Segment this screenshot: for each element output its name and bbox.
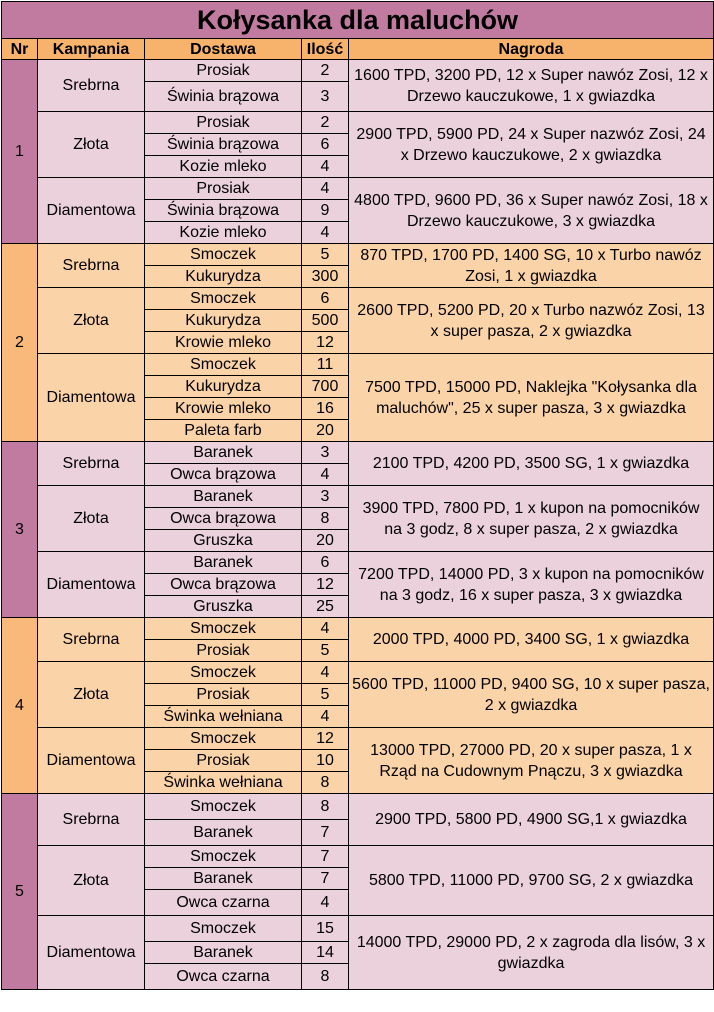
delivery-quantity: 20	[302, 420, 349, 442]
table-title: Kołysanka dla maluchów	[2, 2, 714, 39]
delivery-quantity: 7	[302, 868, 349, 890]
reward-text: 7500 TPD, 15000 PD, Naklejka "Kołysanka dla maluchów", 25 x super pasza, 3 x gwiazdka	[349, 354, 714, 442]
reward-text: 2900 TPD, 5900 PD, 24 x Super nazwóz Zosi, 24 x Drzewo kauczukowe, 2 x gwiazdka	[349, 112, 714, 178]
campaign-name: Diamentowa	[38, 916, 145, 990]
table-row	[2, 794, 714, 820]
delivery-quantity: 6	[302, 134, 349, 156]
reward-text: 14000 TPD, 29000 PD, 2 x zagroda dla lisów, 3 x gwiazdka	[349, 916, 714, 990]
delivery-item: Prosiak	[145, 684, 302, 706]
table-row	[2, 60, 714, 82]
reward-text: 5600 TPD, 11000 PD, 9400 SG, 10 x super pasza, 2 x gwiazdka	[349, 662, 714, 728]
delivery-quantity: 5	[302, 684, 349, 706]
delivery-item: Prosiak	[145, 178, 302, 200]
table-row	[2, 728, 714, 750]
delivery-quantity: 4	[302, 706, 349, 728]
campaign-name: Srebrna	[38, 794, 145, 846]
table-row	[2, 846, 714, 868]
campaign-name: Złota	[38, 112, 145, 178]
delivery-quantity: 14	[302, 942, 349, 964]
delivery-quantity: 4	[302, 178, 349, 200]
delivery-item: Kozie mleko	[145, 222, 302, 244]
delivery-quantity: 7	[302, 820, 349, 846]
delivery-quantity: 4	[302, 662, 349, 684]
delivery-item: Baranek	[145, 442, 302, 464]
delivery-quantity: 12	[302, 574, 349, 596]
delivery-quantity: 12	[302, 332, 349, 354]
delivery-item: Krowie mleko	[145, 398, 302, 420]
delivery-item: Gruszka	[145, 530, 302, 552]
reward-text: 870 TPD, 1700 PD, 1400 SG, 10 x Turbo nawóz Zosi, 1 x gwiazdka	[349, 244, 714, 288]
campaign-name: Srebrna	[38, 618, 145, 662]
delivery-quantity: 3	[302, 82, 349, 112]
delivery-item: Paleta farb	[145, 420, 302, 442]
reward-text: 13000 TPD, 27000 PD, 20 x super pasza, 1 x Rząd na Cudownym Pnączu, 3 x gwiazdka	[349, 728, 714, 794]
delivery-item: Owca czarna	[145, 964, 302, 990]
delivery-item: Baranek	[145, 552, 302, 574]
delivery-quantity: 9	[302, 200, 349, 222]
delivery-item: Smoczek	[145, 662, 302, 684]
delivery-item: Baranek	[145, 942, 302, 964]
delivery-item: Prosiak	[145, 750, 302, 772]
delivery-quantity: 4	[302, 156, 349, 178]
group-number: 3	[2, 442, 38, 618]
delivery-item: Smoczek	[145, 846, 302, 868]
delivery-quantity: 6	[302, 552, 349, 574]
reward-text: 2600 TPD, 5200 PD, 20 x Turbo nazwóz Zosi, 13 x super pasza, 2 x gwiazdka	[349, 288, 714, 354]
campaign-name: Srebrna	[38, 60, 145, 112]
reward-text: 1600 TPD, 3200 PD, 12 x Super nawóz Zosi, 12 x Drzewo kauczukowe, 1 x gwiazdka	[349, 60, 714, 112]
reward-text: 2100 TPD, 4200 PD, 3500 SG, 1 x gwiazdka	[349, 442, 714, 486]
delivery-item: Kukurydza	[145, 310, 302, 332]
delivery-quantity: 12	[302, 728, 349, 750]
delivery-item: Baranek	[145, 486, 302, 508]
delivery-quantity: 4	[302, 464, 349, 486]
delivery-quantity: 4	[302, 890, 349, 916]
delivery-item: Owca brązowa	[145, 508, 302, 530]
reward-text: 7200 TPD, 14000 PD, 3 x kupon na pomocników na 3 godz, 16 x super pasza, 3 x gwiazdka	[349, 552, 714, 618]
campaign-name: Złota	[38, 846, 145, 916]
campaign-name: Diamentowa	[38, 178, 145, 244]
campaign-table	[1, 1, 714, 990]
delivery-quantity: 16	[302, 398, 349, 420]
reward-text: 2000 TPD, 4000 PD, 3400 SG, 1 x gwiazdka	[349, 618, 714, 662]
table-row	[2, 112, 714, 134]
delivery-quantity: 10	[302, 750, 349, 772]
delivery-quantity: 8	[302, 508, 349, 530]
delivery-item: Gruszka	[145, 596, 302, 618]
table-row	[2, 244, 714, 266]
delivery-quantity: 25	[302, 596, 349, 618]
delivery-item: Baranek	[145, 820, 302, 846]
delivery-item: Świnia brązowa	[145, 82, 302, 112]
delivery-quantity: 2	[302, 112, 349, 134]
table-body	[2, 60, 714, 990]
campaign-name: Srebrna	[38, 244, 145, 288]
delivery-quantity: 15	[302, 916, 349, 942]
delivery-item: Smoczek	[145, 354, 302, 376]
delivery-item: Smoczek	[145, 618, 302, 640]
delivery-item: Prosiak	[145, 112, 302, 134]
table-row	[2, 288, 714, 310]
campaign-name: Srebrna	[38, 442, 145, 486]
header-nagroda: Nagroda	[349, 39, 714, 60]
delivery-quantity: 8	[302, 964, 349, 990]
group-number: 5	[2, 794, 38, 990]
delivery-item: Owca brązowa	[145, 464, 302, 486]
delivery-item: Owca brązowa	[145, 574, 302, 596]
delivery-item: Świnka wełniana	[145, 772, 302, 794]
delivery-quantity: 4	[302, 618, 349, 640]
delivery-quantity: 8	[302, 772, 349, 794]
table-row	[2, 552, 714, 574]
delivery-quantity: 4	[302, 222, 349, 244]
delivery-item: Owca czarna	[145, 890, 302, 916]
delivery-quantity: 7	[302, 846, 349, 868]
table-row	[2, 486, 714, 508]
delivery-item: Smoczek	[145, 288, 302, 310]
header-ilosc: Ilość	[302, 39, 349, 60]
delivery-item: Smoczek	[145, 728, 302, 750]
group-number: 4	[2, 618, 38, 794]
delivery-quantity: 5	[302, 640, 349, 662]
campaign-name: Złota	[38, 486, 145, 552]
delivery-quantity: 3	[302, 442, 349, 464]
delivery-item: Prosiak	[145, 60, 302, 82]
delivery-quantity: 20	[302, 530, 349, 552]
delivery-quantity: 5	[302, 244, 349, 266]
table-row	[2, 618, 714, 640]
campaign-name: Diamentowa	[38, 354, 145, 442]
delivery-item: Świnia brązowa	[145, 200, 302, 222]
delivery-item: Świnia brązowa	[145, 134, 302, 156]
table-row	[2, 178, 714, 200]
header-kampania: Kampania	[38, 39, 145, 60]
delivery-item: Baranek	[145, 868, 302, 890]
table-row	[2, 442, 714, 464]
reward-text: 3900 TPD, 7800 PD, 1 x kupon na pomocników na 3 godz, 8 x super pasza, 2 x gwiazdka	[349, 486, 714, 552]
delivery-item: Świnka wełniana	[145, 706, 302, 728]
delivery-quantity: 500	[302, 310, 349, 332]
delivery-quantity: 3	[302, 486, 349, 508]
delivery-item: Smoczek	[145, 244, 302, 266]
delivery-item: Kukurydza	[145, 266, 302, 288]
table-row	[2, 354, 714, 376]
table-row	[2, 662, 714, 684]
table-row	[2, 916, 714, 942]
reward-text: 5800 TPD, 11000 PD, 9700 SG, 2 x gwiazdka	[349, 846, 714, 916]
delivery-item: Krowie mleko	[145, 332, 302, 354]
delivery-quantity: 300	[302, 266, 349, 288]
campaign-name: Diamentowa	[38, 728, 145, 794]
header-nr: Nr	[2, 39, 38, 60]
group-number: 2	[2, 244, 38, 442]
campaign-name: Diamentowa	[38, 552, 145, 618]
delivery-quantity: 8	[302, 794, 349, 820]
delivery-quantity: 6	[302, 288, 349, 310]
delivery-quantity: 11	[302, 354, 349, 376]
delivery-item: Smoczek	[145, 916, 302, 942]
reward-text: 4800 TPD, 9600 PD, 36 x Super nawóz Zosi, 18 x Drzewo kauczukowe, 3 x gwiazdka	[349, 178, 714, 244]
delivery-item: Kukurydza	[145, 376, 302, 398]
delivery-item: Smoczek	[145, 794, 302, 820]
campaign-name: Złota	[38, 662, 145, 728]
header-dostawa: Dostawa	[145, 39, 302, 60]
delivery-quantity: 700	[302, 376, 349, 398]
delivery-item: Kozie mleko	[145, 156, 302, 178]
group-number: 1	[2, 60, 38, 244]
campaign-name: Złota	[38, 288, 145, 354]
reward-text: 2900 TPD, 5800 PD, 4900 SG,1 x gwiazdka	[349, 794, 714, 846]
delivery-quantity: 2	[302, 60, 349, 82]
delivery-item: Prosiak	[145, 640, 302, 662]
